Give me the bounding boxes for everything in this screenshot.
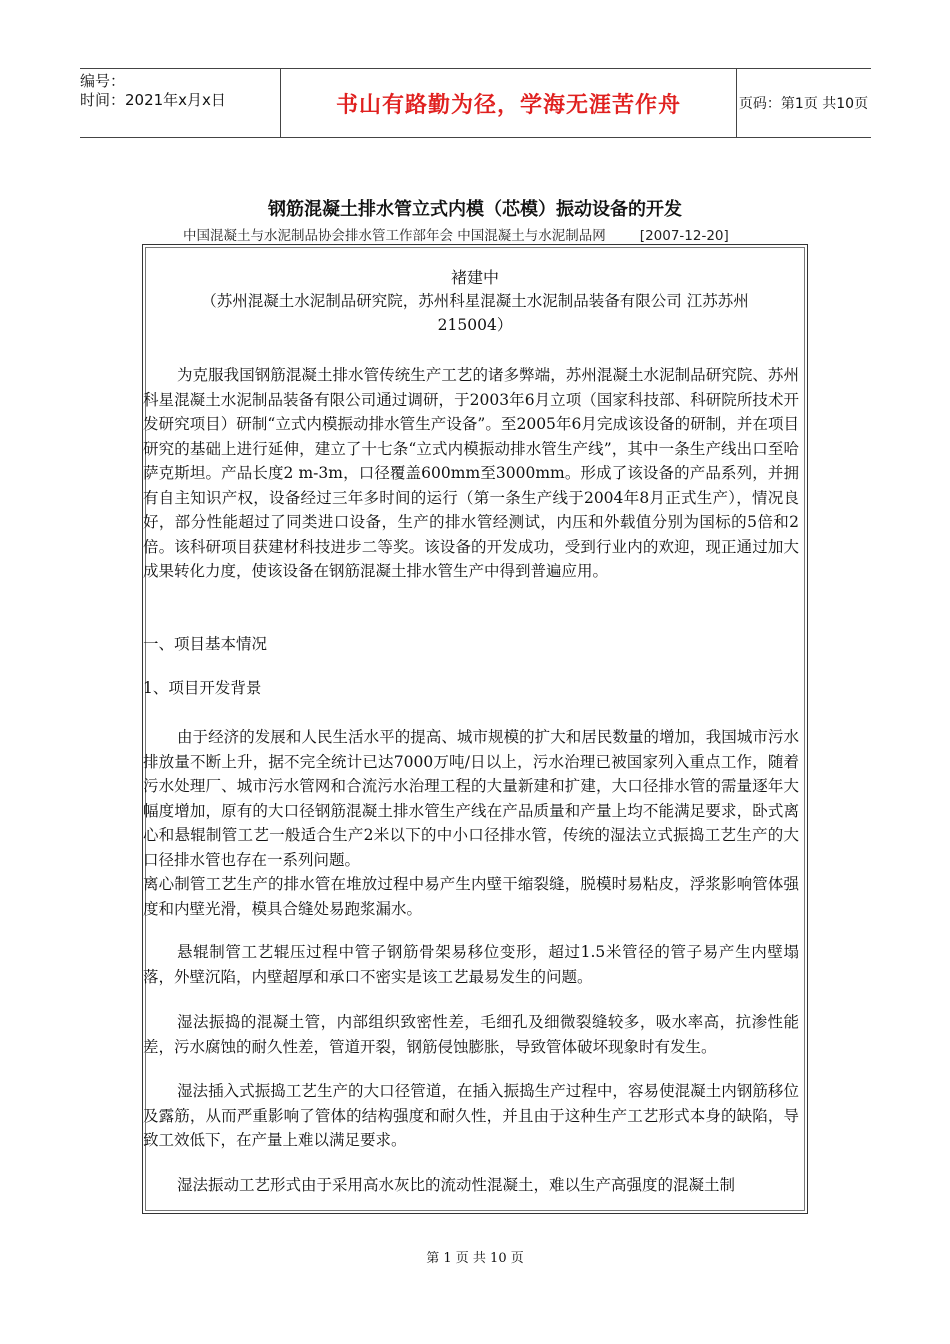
page-footer: 第 1 页 共 10 页 (426, 1251, 524, 1266)
paragraph-centrifugal: 离心制管工艺生产的排水管在堆放过程中易产生内壁干缩裂缝，脱模时易粘皮，浮浆影响管体强度和内壁光滑，模具合缝处易跑浆漏水。 (143, 875, 799, 918)
affiliation-line-1: （苏州混凝土水泥制品研究院，苏州科星混凝土水泥制品装备有限公司 江苏苏州 (201, 292, 749, 310)
header-page-info: 页码：第1页 共10页 (738, 96, 869, 112)
article-source: 中国混凝土与水泥制品协会排水管工作部年会 中国混凝土与水泥制品网 (183, 228, 606, 244)
header-meta (80, 69, 280, 140)
number-label: 编号： (80, 72, 126, 90)
heading-section-1: 一、项目基本情况 (143, 635, 268, 653)
article-date: [2007-12-20] (639, 228, 729, 244)
heading-subsection-1: 1、项目开发背景 (143, 679, 262, 697)
author-name: 褚建中 (450, 268, 499, 287)
paragraph-insertion: 湿法插入式振捣工艺生产的大口径管道，在插入振捣生产过程中，容易使混凝土内钢筋移位及露筋，从而严重影响了管体的结构强度和耐久性，并且由于这种生产工艺形式本身的缺陷，导致工效低下，在产量上难以满足要求。 (143, 1082, 799, 1149)
author-affiliation (143, 289, 807, 337)
article-title: 钢筋混凝土排水管立式内模（芯模）振动设备的开发 (268, 199, 682, 220)
motto-text: 书山有路勤为径，学海无涯苦作舟 (335, 92, 681, 118)
article-source-line (183, 224, 729, 244)
paragraph-wet-vibration: 湿法振捣的混凝土管，内部组织致密性差，毛细孔及细微裂缝较多，吸水率高，抗渗性能差，污水腐蚀的耐久性差，管道开裂，钢筋侵蚀膨胀，导致管体破坏现象时有发生。 (143, 1013, 799, 1056)
paragraph-wet-process: 湿法振动工艺形式由于采用高水灰比的流动性混凝土，难以生产高强度的混凝土制 (177, 1176, 736, 1194)
paragraph-roller: 悬辊制管工艺辊压过程中管子钢筋骨架易移位变形，超过1.5米管径的管子易产生内壁塌落，外壁沉陷，内壁超厚和承口不密实是该工艺最易发生的问题。 (143, 943, 799, 986)
page-header (80, 68, 871, 138)
paragraph-intro: 为克服我国钢筋混凝土排水管传统生产工艺的诸多弊端，苏州混凝土水泥制品研究院、苏州科星混凝土水泥制品装备有限公司通过调研，于2003年6月立项（国家科技部、科研院所技术开发研究项目）研制“立式内模振动排水管生产设备”。至2005年6月完成该设备的研制，并在项目研究的基础上进行延伸，建立了十七条“立式内模振动排水管生产线”，其中一条生产线出口至哈萨克斯坦。产品长度2 m-3m，口径覆盖600mm至3000mm。形成了该设备的产品系列，并拥有自主知识产权，设备经过三年多时间的运行（第一条生产线于2004年8月正式生产），情况良好，部分性能超过了同类进口设备，生产的排水管经测试，内压和外载值分别为国标的5倍和2倍。该科研项目获建材科技进步二等奖。该设备的开发成功，受到行业内的欢迎，现正通过加大成果转化力度，使该设备在钢筋混凝土排水管生产中得到普遍应用。 (143, 366, 799, 580)
content-frame (142, 244, 808, 1214)
time-label: 时间：2021年x月x日 (80, 91, 226, 109)
paragraph-background: 由于经济的发展和人民生活水平的提高、城市规模的扩大和居民数量的增加，我国城市污水排放量不断上升，据不完全统计已达7000万吨/日以上，污水治理已被国家列入重点工作，随着污水处理厂、城市污水管网和合流污水治理工程的大量新建和扩建，大口径排水管的需量逐年大幅度增加，原有的大口径钢筋混凝土排水管生产线在产品质量和产量上均不能满足要求，卧式离心和悬辊制管工艺一般适合生产2米以下的中小口径排水管，传统的湿法立式振捣工艺生产的大口径排水管也存在一系列问题。 (143, 728, 799, 869)
affiliation-line-2: 215004） (437, 316, 513, 334)
header-motto-cell (280, 69, 737, 137)
